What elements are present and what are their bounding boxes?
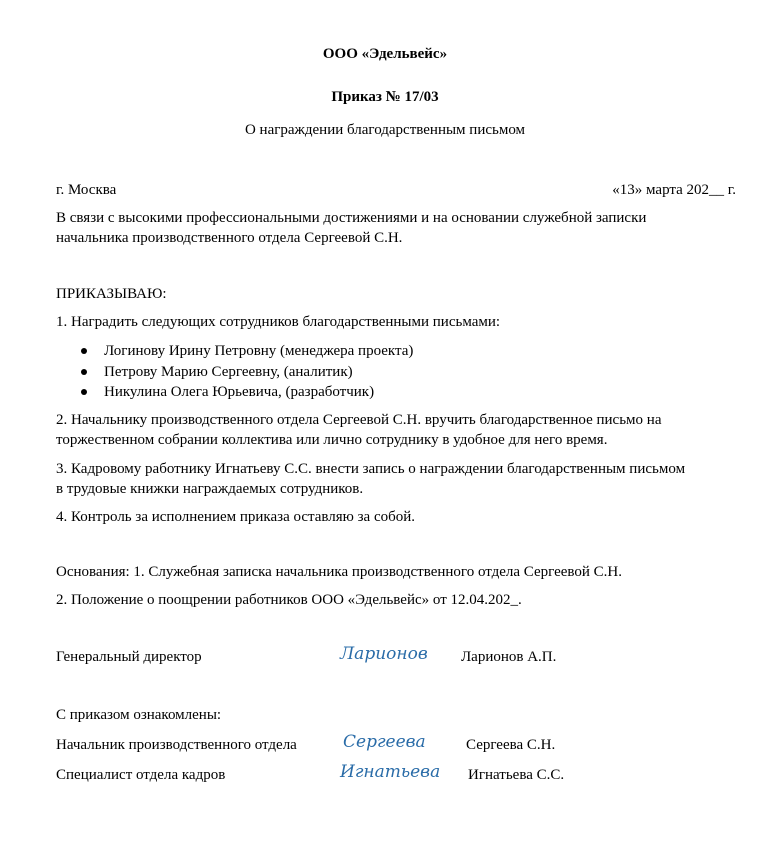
- employee-entry: Петрову Марию Сергеевну, (аналитик): [104, 363, 353, 380]
- basis-line-1: Основания: 1. Служебная записка начальника производственного отдела Сергеевой С.Н.: [56, 564, 623, 580]
- employee-entry: Логинову Ирину Петровну (менеджера проекта): [104, 343, 414, 359]
- order-subject: О награждении благодарственным письмом: [244, 122, 526, 138]
- intro-line-2: начальника производственного отдела Сергеевой С.Н.: [56, 230, 403, 246]
- bullet-icon: [81, 369, 87, 375]
- director-role: Генеральный директор: [56, 649, 202, 665]
- order-item-3-line-1: 3. Кадровому работнику Игнатьеву С.С. внести запись о награждении благодарственным письмом: [56, 461, 686, 477]
- staff-name: Игнатьева С.С.: [468, 767, 565, 783]
- order-item-2-line-1: 2. Начальнику производственного отдела Сергеевой С.Н. вручить благодарственное письмо на: [56, 412, 662, 428]
- staff-name: Сергеева С.Н.: [466, 737, 556, 753]
- order-item-2-line-2: торжественном собрании коллектива или лично сотруднику в удобное для него время.: [56, 432, 608, 448]
- acknowledged-label: С приказом ознакомлены:: [56, 707, 222, 723]
- director-name: Ларионов А.П.: [461, 649, 557, 665]
- employee-list: [80, 342, 413, 404]
- order-item-4: 4. Контроль за исполнением приказа оставляю за собой.: [56, 509, 416, 525]
- list-item: [80, 363, 413, 384]
- order-item-1: 1. Наградить следующих сотрудников благодарственными письмами:: [56, 314, 501, 330]
- intro-line-1: В связи с высокими профессиональными достижениями и на основании служебной записки: [56, 210, 647, 226]
- staff-role: Начальник производственного отдела: [56, 737, 297, 753]
- staff-signature: Сергеева: [343, 732, 426, 752]
- city: г. Москва: [56, 182, 117, 198]
- order-title: Приказ № 17/03: [331, 89, 439, 105]
- basis-line-2: 2. Положение о поощрении работников ООО «Эдельвейс» от 12.04.202_.: [56, 592, 522, 608]
- director-signature: Ларионов: [340, 644, 428, 664]
- order-heading: ПРИКАЗЫВАЮ:: [56, 286, 167, 302]
- list-item: [80, 342, 413, 363]
- employee-entry: Никулина Олега Юрьевича, (разработчик): [104, 384, 375, 400]
- order-item-3-line-2: в трудовые книжки награждаемых сотрудников.: [56, 481, 364, 497]
- bullet-icon: [81, 348, 87, 354]
- list-item: [80, 383, 413, 404]
- order-date: «13» марта 202__ г.: [612, 182, 736, 198]
- company-name: ООО «Эдельвейс»: [322, 46, 448, 62]
- staff-signature: Игнатьева: [340, 762, 441, 782]
- bullet-icon: [81, 389, 87, 395]
- staff-role: Специалист отдела кадров: [56, 767, 226, 783]
